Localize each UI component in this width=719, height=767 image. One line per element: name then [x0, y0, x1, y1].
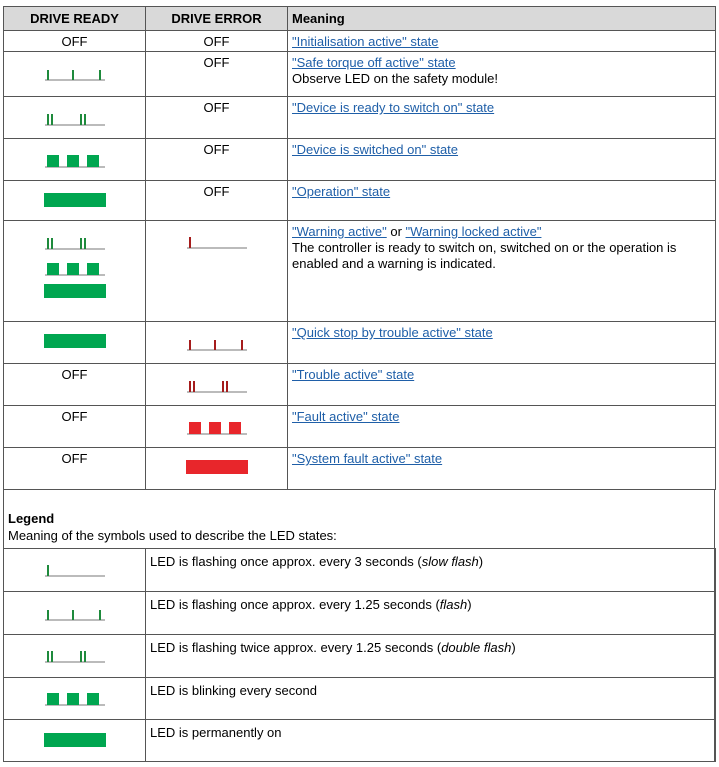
permanent-icon: [43, 333, 107, 349]
header-meaning: Meaning: [288, 7, 716, 31]
table-row: [4, 406, 716, 448]
double-flash-icon: [185, 374, 249, 394]
slow-flash-icon: [43, 558, 107, 578]
blink-icon: [185, 416, 249, 436]
blink-icon: [43, 257, 107, 277]
legend-table: [3, 548, 716, 762]
legend-row: [4, 720, 716, 762]
table-row: [4, 322, 716, 364]
permanent-icon: [185, 459, 249, 475]
permanent-icon: [43, 192, 107, 208]
table-row: [4, 139, 716, 181]
link-fault-active[interactable]: "Fault active" state: [292, 409, 400, 424]
link-warning-active[interactable]: "Warning active": [292, 224, 387, 239]
link-device-switched-on[interactable]: "Device is switched on" state: [292, 142, 459, 157]
drive-error-off: OFF: [203, 184, 230, 199]
flash-icon: [185, 330, 249, 352]
double-flash-icon: [43, 231, 107, 251]
or-text: or: [386, 224, 406, 239]
drive-ready-off: OFF: [61, 367, 88, 382]
table-row: [4, 31, 716, 52]
link-safe-torque-off-active[interactable]: "Safe torque off active" state: [292, 55, 456, 70]
blink-icon: [43, 149, 107, 169]
double-flash-icon: [43, 644, 107, 664]
legend: [8, 510, 713, 544]
double-flash-icon: [43, 107, 107, 127]
link-warning-locked-active[interactable]: "Warning locked active": [405, 224, 542, 239]
drive-error-off: OFF: [203, 142, 230, 157]
link-ready-to-switch-on[interactable]: "Device is ready to switch on" state: [292, 100, 495, 115]
link-quick-stop-by-trouble[interactable]: "Quick stop by trouble active" state: [292, 325, 493, 340]
table-header-row: [4, 7, 716, 31]
link-trouble-active[interactable]: "Trouble active" state: [292, 367, 415, 382]
drive-error-off: OFF: [203, 55, 230, 70]
blink-icon: [43, 687, 107, 707]
table-row: [4, 364, 716, 406]
link-system-fault-active[interactable]: "System fault active" state: [292, 451, 443, 466]
drive-error-off: OFF: [203, 34, 230, 49]
flash-icon: [43, 60, 107, 82]
legend-text: LED is flashing twice approx. every 1.25 seconds (double flash): [146, 635, 716, 678]
note-safety-module: Observe LED on the safety module!: [292, 71, 498, 86]
table-row: [4, 97, 716, 139]
legend-title: Legend: [8, 511, 55, 526]
legend-row: [4, 635, 716, 678]
legend-text: LED is blinking every second: [146, 678, 716, 720]
legend-row: [4, 592, 716, 635]
table-row: [4, 221, 716, 322]
legend-subtitle: Meaning of the symbols used to describe the LED states:: [8, 528, 337, 543]
warning-note: The controller is ready to switch on, switched on or the operation is enabled and a warning is indicated.: [292, 240, 677, 271]
flash-icon: [43, 600, 107, 622]
slow-flash-icon: [185, 230, 249, 250]
table-row: [4, 181, 716, 221]
drive-ready-off: OFF: [61, 34, 88, 49]
permanent-icon: [43, 283, 107, 299]
header-drive-ready: DRIVE READY: [4, 7, 146, 31]
table-row: [4, 52, 716, 97]
table-row: [4, 448, 716, 490]
legend-text: LED is flashing once approx. every 3 seconds (slow flash): [146, 549, 716, 592]
link-operation[interactable]: "Operation" state: [292, 184, 391, 199]
legend-text: LED is permanently on: [146, 720, 716, 762]
header-drive-error: DRIVE ERROR: [146, 7, 288, 31]
link-initialisation-active[interactable]: "Initialisation active" state: [292, 34, 439, 49]
led-status-table: [3, 6, 716, 490]
drive-ready-off: OFF: [61, 451, 88, 466]
permanent-icon: [43, 732, 107, 748]
legend-text: LED is flashing once approx. every 1.25 seconds (flash): [146, 592, 716, 635]
legend-row: [4, 678, 716, 720]
legend-row: [4, 549, 716, 592]
drive-ready-off: OFF: [61, 409, 88, 424]
drive-error-off: OFF: [203, 100, 230, 115]
